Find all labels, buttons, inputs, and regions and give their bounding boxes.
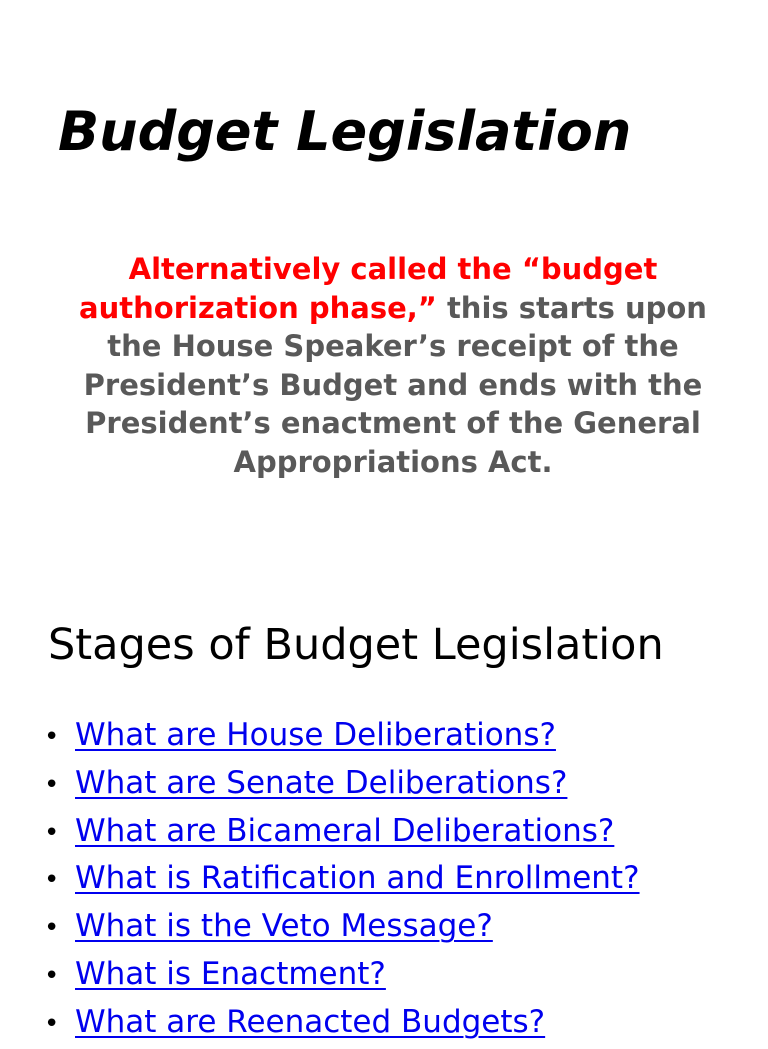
stage-link-senate-deliberations[interactable]: What are Senate Deliberations?	[75, 764, 568, 801]
list-item	[44, 808, 640, 856]
bullet-icon: •	[44, 817, 60, 848]
stage-link-reenacted-budgets[interactable]: What are Reenacted Budgets?	[75, 1003, 546, 1040]
intro-body: this starts upon the House Speaker’s receipt of the President’s Budget and ends with the President’s enactment of the General Appropriations Act.	[83, 290, 707, 479]
slide-title: Budget Legislation	[58, 100, 632, 163]
bullet-icon: •	[44, 960, 60, 991]
stages-list	[44, 712, 640, 1047]
list-item	[44, 760, 640, 808]
stages-heading: Stages of Budget Legislation	[48, 620, 664, 670]
list-item	[44, 712, 640, 760]
stage-link-house-deliberations[interactable]: What are House Deliberations?	[75, 717, 556, 753]
bullet-icon: •	[44, 1008, 60, 1039]
bullet-icon: •	[44, 769, 60, 800]
stage-link-bicameral-deliberations[interactable]: What are Bicameral Deliberations?	[75, 812, 615, 849]
stage-link-veto-message[interactable]: What is the Veto Message?	[75, 908, 493, 945]
bullet-icon: •	[44, 865, 60, 896]
list-item	[44, 999, 640, 1047]
list-item	[44, 951, 640, 999]
intro-highlight: Alternatively called the “budget authorization phase,”	[79, 252, 658, 325]
stage-link-enactment[interactable]: What is Enactment?	[75, 955, 386, 992]
list-item	[44, 903, 640, 951]
bullet-icon: •	[44, 722, 60, 752]
intro-paragraph	[60, 250, 726, 481]
list-item	[44, 855, 640, 903]
bullet-icon: •	[44, 913, 60, 944]
stage-link-ratification-enrollment[interactable]: What is Ratification and Enrollment?	[75, 860, 640, 897]
